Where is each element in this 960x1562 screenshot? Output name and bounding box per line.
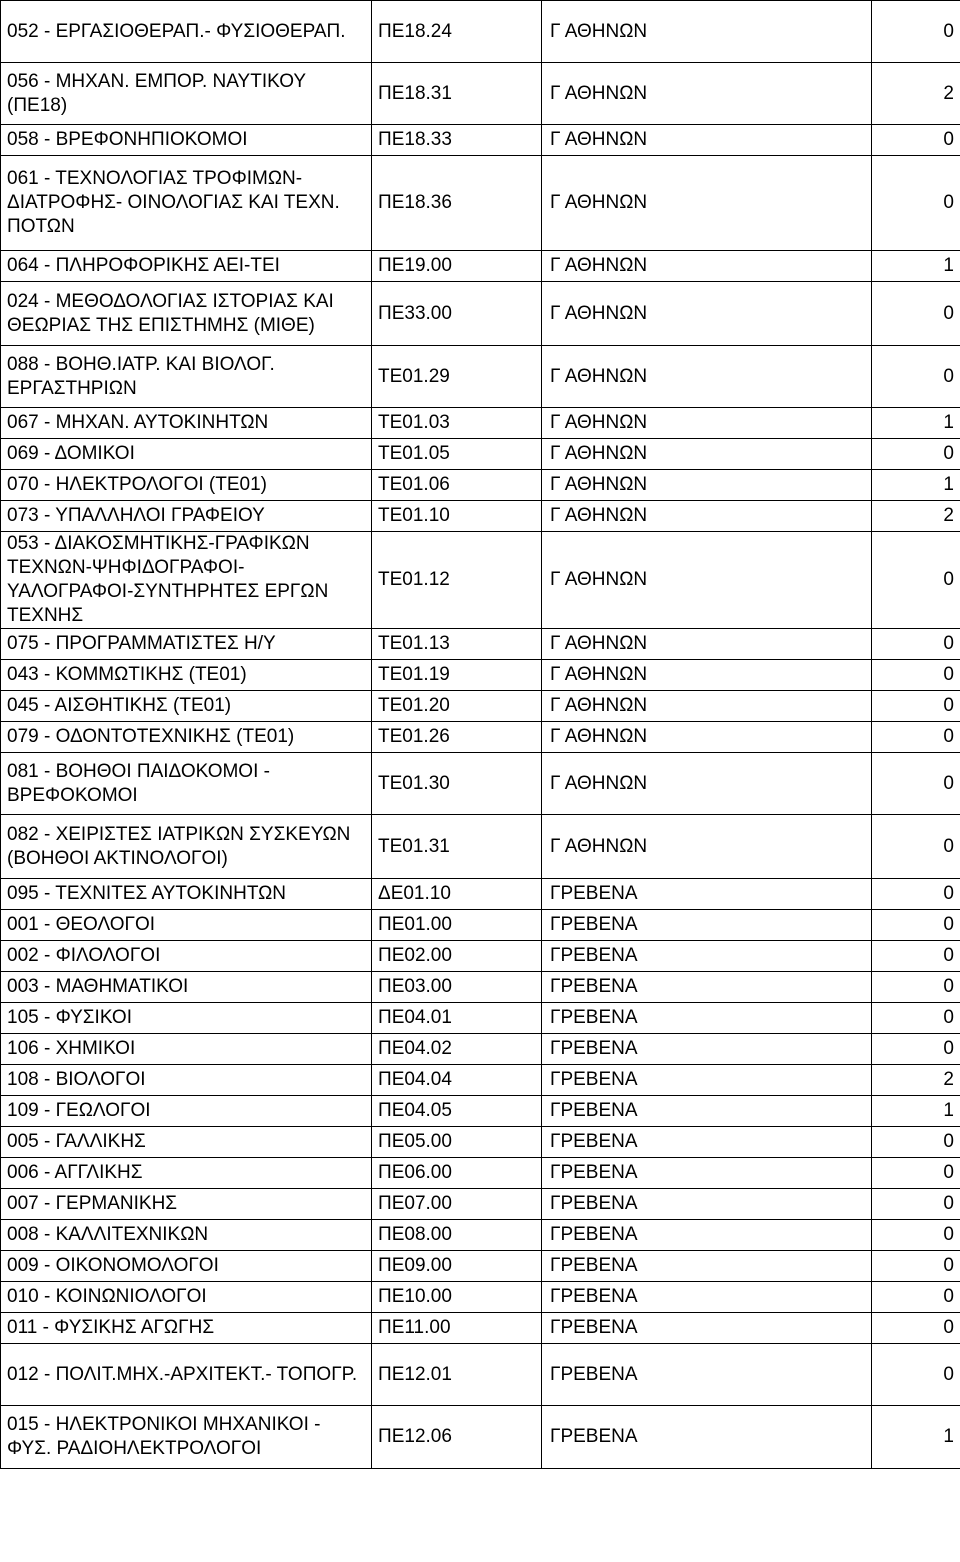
code-cell: ΠΕ04.04 <box>372 1065 542 1096</box>
count-cell: 0 <box>872 815 960 879</box>
table-row <box>1 532 960 629</box>
count-cell: 2 <box>872 63 960 125</box>
code-cell: ΤΕ01.19 <box>372 660 542 691</box>
count-cell: 0 <box>872 910 960 941</box>
code-cell: ΤΕ01.20 <box>372 691 542 722</box>
specialty-cell: 003 - ΜΑΘΗΜΑΤΙΚΟΙ <box>1 972 372 1003</box>
region-cell: ΓΡΕΒΕΝΑ <box>542 972 872 1003</box>
code-cell: ΠΕ09.00 <box>372 1251 542 1282</box>
region-cell: ΓΡΕΒΕΝΑ <box>542 941 872 972</box>
table-row <box>1 1344 960 1406</box>
code-cell: ΠΕ18.33 <box>372 125 542 156</box>
region-cell: ΓΡΕΒΕΝΑ <box>542 1282 872 1313</box>
region-cell: Γ ΑΘΗΝΩΝ <box>542 722 872 753</box>
region-cell: Γ ΑΘΗΝΩΝ <box>542 408 872 439</box>
specialty-cell: 008 - ΚΑΛΛΙΤΕΧΝΙΚΩΝ <box>1 1220 372 1251</box>
count-cell: 0 <box>872 1220 960 1251</box>
code-cell: ΤΕ01.31 <box>372 815 542 879</box>
code-cell: ΤΕ01.05 <box>372 439 542 470</box>
region-cell: Γ ΑΘΗΝΩΝ <box>542 501 872 532</box>
table-row <box>1 156 960 251</box>
count-cell: 0 <box>872 439 960 470</box>
code-cell: ΠΕ02.00 <box>372 941 542 972</box>
specialty-cell: 095 - ΤΕΧΝΙΤΕΣ ΑΥΤΟΚΙΝΗΤΩΝ <box>1 879 372 910</box>
count-cell: 1 <box>872 251 960 282</box>
count-cell: 0 <box>872 282 960 346</box>
region-cell: ΓΡΕΒΕΝΑ <box>542 1344 872 1406</box>
count-cell: 0 <box>872 972 960 1003</box>
specialty-cell: 002 - ΦΙΛΟΛΟΓΟΙ <box>1 941 372 972</box>
count-cell: 0 <box>872 722 960 753</box>
region-cell: Γ ΑΘΗΝΩΝ <box>542 753 872 815</box>
count-cell: 2 <box>872 1065 960 1096</box>
table-row <box>1 1220 960 1251</box>
count-cell: 0 <box>872 346 960 408</box>
code-cell: ΠΕ04.05 <box>372 1096 542 1127</box>
table-row <box>1 1096 960 1127</box>
table-body <box>1 1 960 1469</box>
region-cell: ΓΡΕΒΕΝΑ <box>542 1313 872 1344</box>
region-cell: Γ ΑΘΗΝΩΝ <box>542 470 872 501</box>
region-cell: ΓΡΕΒΕΝΑ <box>542 1003 872 1034</box>
table-row <box>1 346 960 408</box>
table-row <box>1 1158 960 1189</box>
code-cell: ΤΕ01.30 <box>372 753 542 815</box>
region-cell: Γ ΑΘΗΝΩΝ <box>542 156 872 251</box>
table-row <box>1 815 960 879</box>
code-cell: ΠΕ12.01 <box>372 1344 542 1406</box>
count-cell: 0 <box>872 691 960 722</box>
table-row <box>1 1282 960 1313</box>
table-row <box>1 879 960 910</box>
table-row <box>1 282 960 346</box>
table-row <box>1 439 960 470</box>
table-row <box>1 1 960 63</box>
specialty-cell: 069 - ΔΟΜΙΚΟΙ <box>1 439 372 470</box>
specialty-cell: 108 - ΒΙΟΛΟΓΟΙ <box>1 1065 372 1096</box>
code-cell: ΠΕ07.00 <box>372 1189 542 1220</box>
code-cell: ΠΕ03.00 <box>372 972 542 1003</box>
count-cell: 0 <box>872 1003 960 1034</box>
code-cell: ΤΕ01.12 <box>372 532 542 629</box>
specialty-cell: 043 - ΚΟΜΜΩΤΙΚΗΣ (ΤΕ01) <box>1 660 372 691</box>
code-cell: ΠΕ04.01 <box>372 1003 542 1034</box>
count-cell: 0 <box>872 1 960 63</box>
table-row <box>1 1406 960 1469</box>
table-row <box>1 470 960 501</box>
region-cell: Γ ΑΘΗΝΩΝ <box>542 532 872 629</box>
region-cell: Γ ΑΘΗΝΩΝ <box>542 815 872 879</box>
table-row <box>1 691 960 722</box>
table-row <box>1 941 960 972</box>
count-cell: 0 <box>872 1251 960 1282</box>
code-cell: ΠΕ01.00 <box>372 910 542 941</box>
table-row <box>1 63 960 125</box>
count-cell: 0 <box>872 1158 960 1189</box>
specialty-cell: 053 - ΔΙΑΚΟΣΜΗΤΙΚΗΣ-ΓΡΑΦΙΚΩΝ ΤΕΧΝΩΝ-ΨΗΦΙΔΟΓΡΑΦΟΙ-ΥΑΛΟΓΡΑΦΟΙ-ΣΥΝΤΗΡΗΤΕΣ ΕΡΓΩΝ ΤΕΧΝΗΣ <box>1 532 372 629</box>
specialty-cell: 109 - ΓΕΩΛΟΓΟΙ <box>1 1096 372 1127</box>
count-cell: 0 <box>872 1034 960 1065</box>
specialty-cell: 067 - ΜΗΧΑΝ. ΑΥΤΟΚΙΝΗΤΩΝ <box>1 408 372 439</box>
specialty-cell: 011 - ΦΥΣΙΚΗΣ ΑΓΩΓΗΣ <box>1 1313 372 1344</box>
table-row <box>1 1251 960 1282</box>
region-cell: Γ ΑΘΗΝΩΝ <box>542 1 872 63</box>
count-cell: 0 <box>872 660 960 691</box>
count-cell: 0 <box>872 156 960 251</box>
count-cell: 2 <box>872 501 960 532</box>
count-cell: 0 <box>872 1189 960 1220</box>
region-cell: Γ ΑΘΗΝΩΝ <box>542 691 872 722</box>
code-cell: ΠΕ10.00 <box>372 1282 542 1313</box>
region-cell: ΓΡΕΒΕΝΑ <box>542 1406 872 1469</box>
specialty-cell: 064 - ΠΛΗΡΟΦΟΡΙΚΗΣ ΑΕΙ-ΤΕΙ <box>1 251 372 282</box>
table-row <box>1 125 960 156</box>
table-row <box>1 660 960 691</box>
specialty-cell: 056 - ΜΗΧΑΝ. ΕΜΠΟΡ. ΝΑΥΤΙΚΟΥ (ΠΕ18) <box>1 63 372 125</box>
code-cell: ΠΕ18.36 <box>372 156 542 251</box>
code-cell: ΠΕ08.00 <box>372 1220 542 1251</box>
region-cell: Γ ΑΘΗΝΩΝ <box>542 346 872 408</box>
table-row <box>1 251 960 282</box>
region-cell: Γ ΑΘΗΝΩΝ <box>542 251 872 282</box>
code-cell: ΠΕ11.00 <box>372 1313 542 1344</box>
code-cell: ΠΕ06.00 <box>372 1158 542 1189</box>
table-row <box>1 1313 960 1344</box>
table-row <box>1 629 960 660</box>
count-cell: 0 <box>872 125 960 156</box>
count-cell: 1 <box>872 1096 960 1127</box>
code-cell: ΤΕ01.29 <box>372 346 542 408</box>
code-cell: ΠΕ18.24 <box>372 1 542 63</box>
count-cell: 0 <box>872 941 960 972</box>
specialty-cell: 082 - ΧΕΙΡΙΣΤΕΣ ΙΑΤΡΙΚΩΝ ΣΥΣΚΕΥΩΝ (ΒΟΗΘΟΙ ΑΚΤΙΝΟΛΟΓΟΙ) <box>1 815 372 879</box>
specialty-cell: 075 - ΠΡΟΓΡΑΜΜΑΤΙΣΤΕΣ Η/Υ <box>1 629 372 660</box>
specialty-cell: 009 - ΟΙΚΟΝΟΜΟΛΟΓΟΙ <box>1 1251 372 1282</box>
specialty-cell: 015 - ΗΛΕΚΤΡΟΝΙΚΟΙ ΜΗΧΑΝΙΚΟΙ - ΦΥΣ. ΡΑΔΙΟΗΛΕΚΤΡΟΛΟΓΟΙ <box>1 1406 372 1469</box>
code-cell: ΠΕ33.00 <box>372 282 542 346</box>
region-cell: ΓΡΕΒΕΝΑ <box>542 1127 872 1158</box>
region-cell: Γ ΑΘΗΝΩΝ <box>542 439 872 470</box>
region-cell: Γ ΑΘΗΝΩΝ <box>542 63 872 125</box>
code-cell: ΤΕ01.13 <box>372 629 542 660</box>
code-cell: ΤΕ01.26 <box>372 722 542 753</box>
region-cell: ΓΡΕΒΕΝΑ <box>542 1034 872 1065</box>
count-cell: 0 <box>872 753 960 815</box>
code-cell: ΤΕ01.03 <box>372 408 542 439</box>
region-cell: Γ ΑΘΗΝΩΝ <box>542 629 872 660</box>
table-row <box>1 1065 960 1096</box>
code-cell: ΠΕ05.00 <box>372 1127 542 1158</box>
specialty-cell: 052 - ΕΡΓΑΣΙΟΘΕΡΑΠ.- ΦΥΣΙΟΘΕΡΑΠ. <box>1 1 372 63</box>
count-cell: 0 <box>872 629 960 660</box>
code-cell: ΠΕ18.31 <box>372 63 542 125</box>
table-row <box>1 972 960 1003</box>
count-cell: 1 <box>872 1406 960 1469</box>
table-row <box>1 1127 960 1158</box>
count-cell: 0 <box>872 1282 960 1313</box>
table-row <box>1 501 960 532</box>
specialty-cell: 058 - ΒΡΕΦΟΝΗΠΙΟΚΟΜΟΙ <box>1 125 372 156</box>
code-cell: ΠΕ19.00 <box>372 251 542 282</box>
code-cell: ΤΕ01.06 <box>372 470 542 501</box>
specialty-cell: 105 - ΦΥΣΙΚΟΙ <box>1 1003 372 1034</box>
code-cell: ΠΕ04.02 <box>372 1034 542 1065</box>
specialty-cell: 106 - ΧΗΜΙΚΟΙ <box>1 1034 372 1065</box>
specialty-cell: 005 - ΓΑΛΛΙΚΗΣ <box>1 1127 372 1158</box>
count-cell: 1 <box>872 470 960 501</box>
count-cell: 0 <box>872 1313 960 1344</box>
specialty-cell: 073 - ΥΠΑΛΛΗΛΟΙ ΓΡΑΦΕΙΟΥ <box>1 501 372 532</box>
specialty-cell: 081 - ΒΟΗΘΟΙ ΠΑΙΔΟΚΟΜΟΙ - ΒΡΕΦΟΚΟΜΟΙ <box>1 753 372 815</box>
region-cell: ΓΡΕΒΕΝΑ <box>542 1096 872 1127</box>
specialty-cell: 010 - ΚΟΙΝΩΝΙΟΛΟΓΟΙ <box>1 1282 372 1313</box>
count-cell: 0 <box>872 1344 960 1406</box>
code-cell: ΤΕ01.10 <box>372 501 542 532</box>
count-cell: 1 <box>872 408 960 439</box>
specialty-cell: 007 - ΓΕΡΜΑΝΙΚΗΣ <box>1 1189 372 1220</box>
region-cell: ΓΡΕΒΕΝΑ <box>542 1065 872 1096</box>
table-row <box>1 1034 960 1065</box>
region-cell: Γ ΑΘΗΝΩΝ <box>542 125 872 156</box>
table-row <box>1 910 960 941</box>
count-cell: 0 <box>872 879 960 910</box>
region-cell: ΓΡΕΒΕΝΑ <box>542 879 872 910</box>
region-cell: ΓΡΕΒΕΝΑ <box>542 1251 872 1282</box>
specialty-cell: 070 - ΗΛΕΚΤΡΟΛΟΓΟΙ (ΤΕ01) <box>1 470 372 501</box>
specialty-cell: 006 - ΑΓΓΛΙΚΗΣ <box>1 1158 372 1189</box>
code-cell: ΔΕ01.10 <box>372 879 542 910</box>
count-cell: 0 <box>872 1127 960 1158</box>
region-cell: Γ ΑΘΗΝΩΝ <box>542 282 872 346</box>
code-cell: ΠΕ12.06 <box>372 1406 542 1469</box>
specialty-cell: 012 - ΠΟΛΙΤ.ΜΗΧ.-ΑΡΧΙΤΕΚΤ.- ΤΟΠΟΓΡ. <box>1 1344 372 1406</box>
region-cell: ΓΡΕΒΕΝΑ <box>542 1158 872 1189</box>
region-cell: Γ ΑΘΗΝΩΝ <box>542 660 872 691</box>
specialty-cell: 045 - ΑΙΣΘΗΤΙΚΗΣ (ΤΕ01) <box>1 691 372 722</box>
region-cell: ΓΡΕΒΕΝΑ <box>542 1220 872 1251</box>
table-row <box>1 722 960 753</box>
table-row <box>1 1003 960 1034</box>
specialty-cell: 024 - ΜΕΘΟΔΟΛΟΓΙΑΣ ΙΣΤΟΡΙΑΣ ΚΑΙ ΘΕΩΡΙΑΣ ΤΗΣ ΕΠΙΣΤΗΜΗΣ (ΜΙΘΕ) <box>1 282 372 346</box>
table-row <box>1 408 960 439</box>
specialty-cell: 001 - ΘΕΟΛΟΓΟΙ <box>1 910 372 941</box>
region-cell: ΓΡΕΒΕΝΑ <box>542 910 872 941</box>
table-row <box>1 753 960 815</box>
count-cell: 0 <box>872 532 960 629</box>
specialty-cell: 079 - ΟΔΟΝΤΟΤΕΧΝΙΚΗΣ (ΤΕ01) <box>1 722 372 753</box>
specialty-cell: 088 - ΒΟΗΘ.ΙΑΤΡ. ΚΑΙ ΒΙΟΛΟΓ. ΕΡΓΑΣΤΗΡΙΩΝ <box>1 346 372 408</box>
table-row <box>1 1189 960 1220</box>
specialty-cell: 061 - ΤΕΧΝΟΛΟΓΙΑΣ ΤΡΟΦΙΜΩΝ- ΔΙΑΤΡΟΦΗΣ- ΟΙΝΟΛΟΓΙΑΣ ΚΑΙ ΤΕΧΝ. ΠΟΤΩΝ <box>1 156 372 251</box>
region-cell: ΓΡΕΒΕΝΑ <box>542 1189 872 1220</box>
